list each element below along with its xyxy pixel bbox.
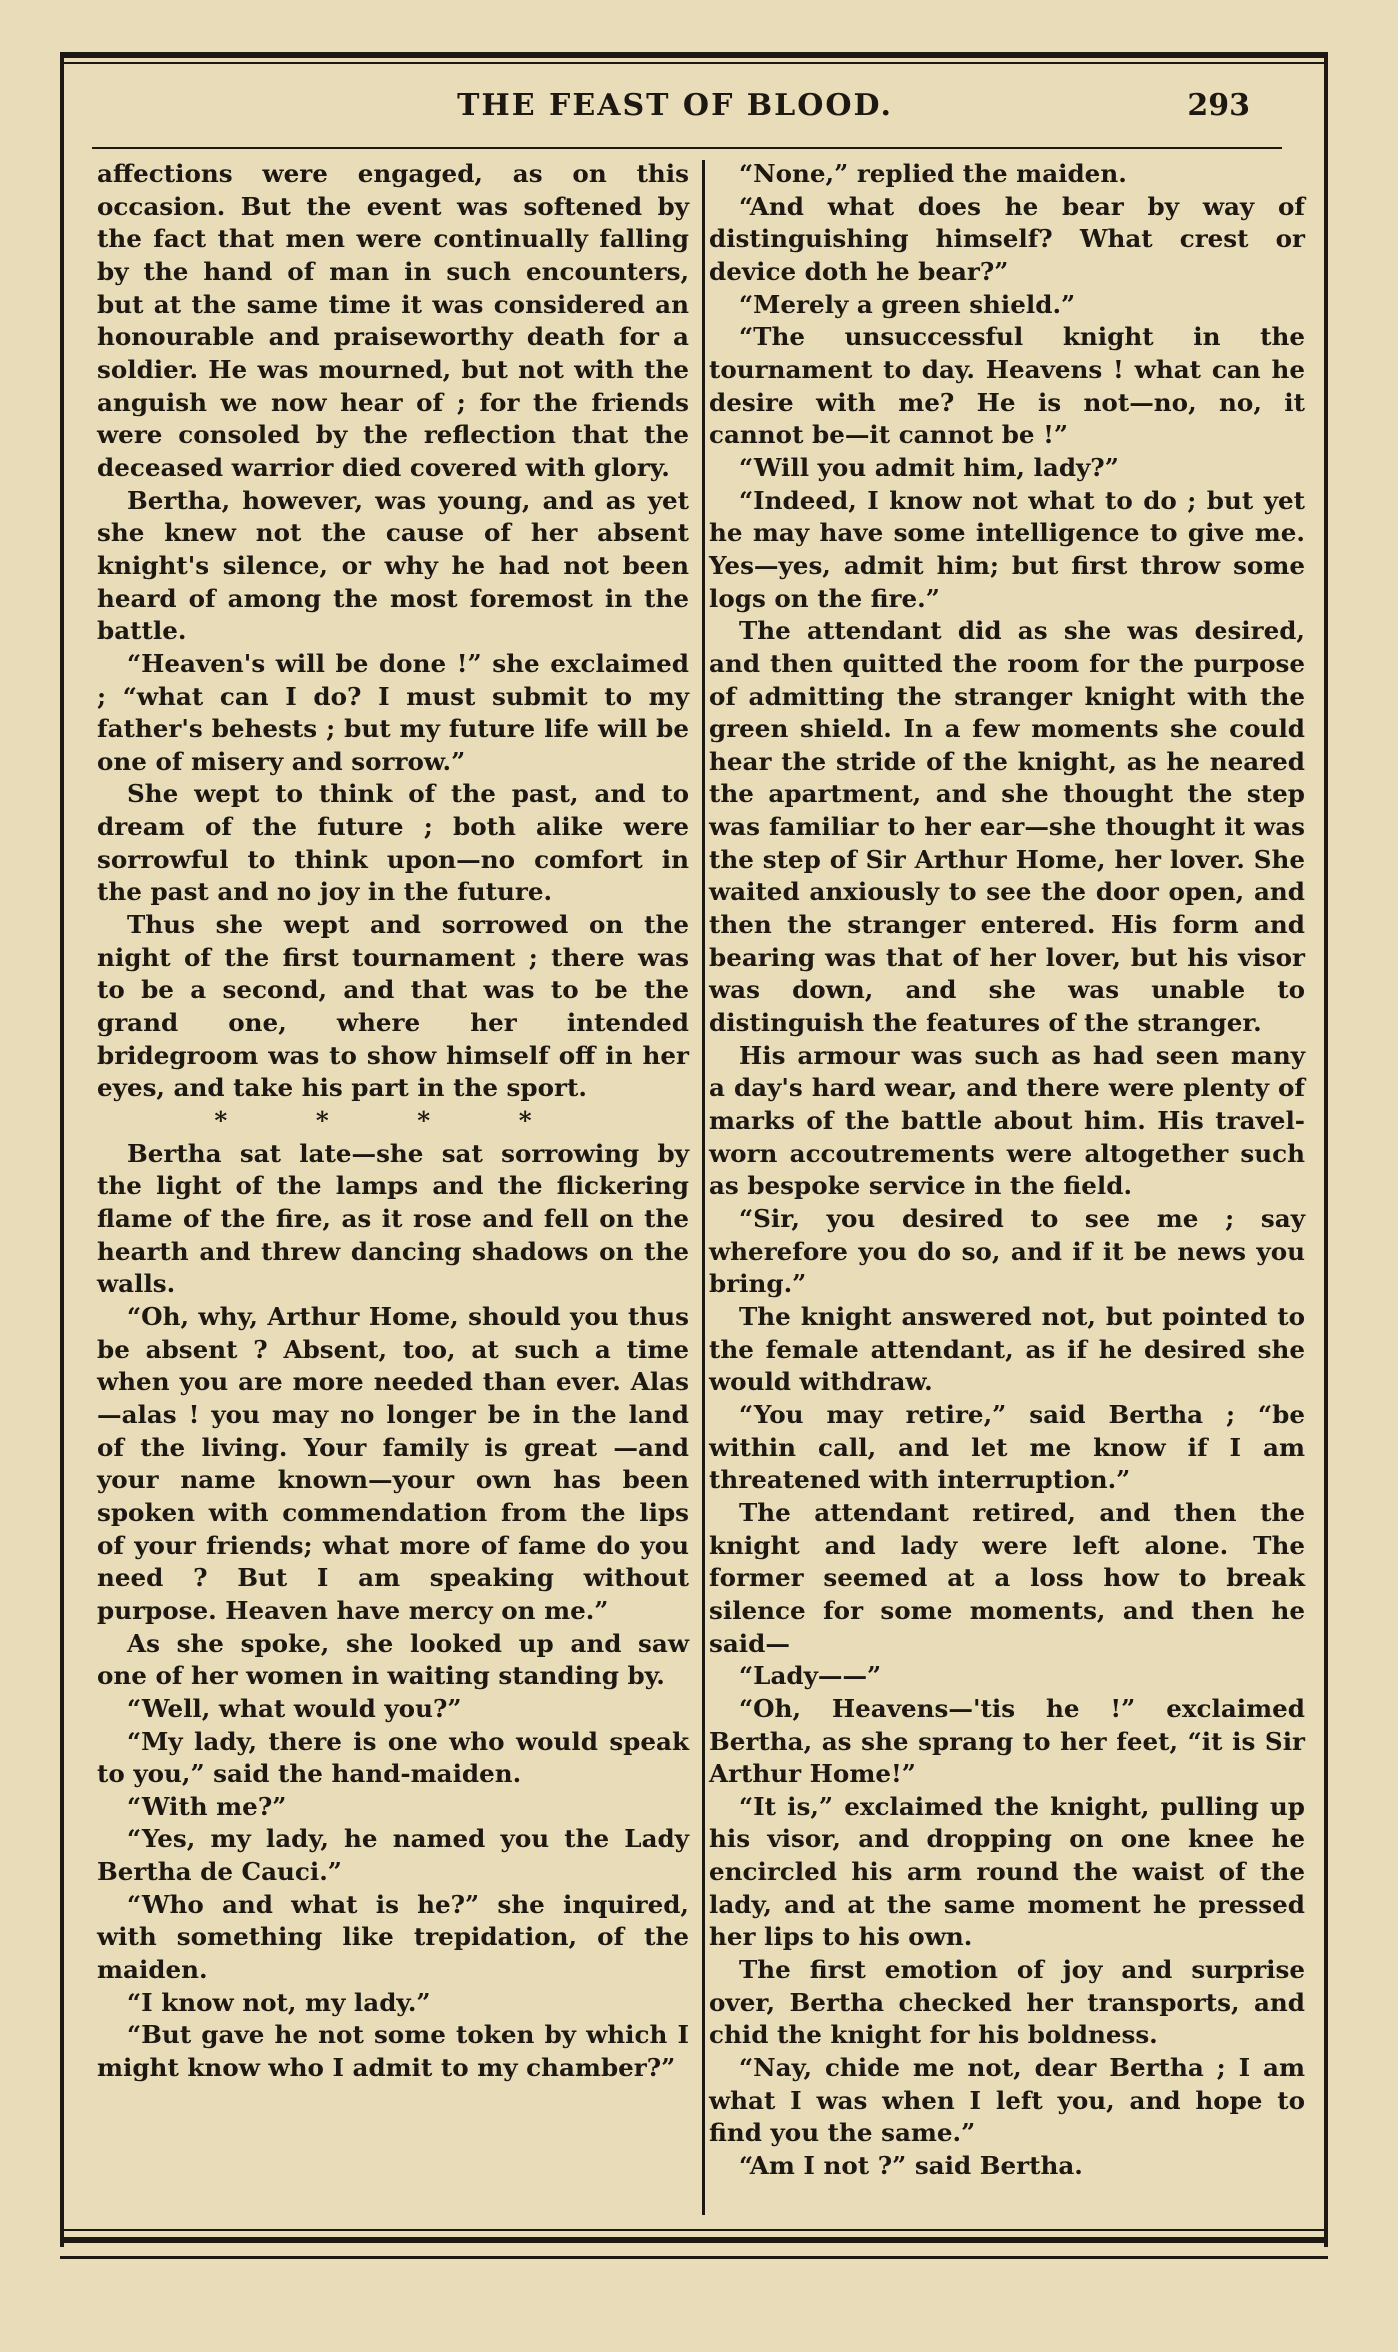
paragraph: “Sir, you desired to see me ; say wherefore you do so, and if it be news you bring.” bbox=[709, 1204, 1305, 1299]
paragraph: “You may retire,” said Bertha ; “be within call, and let me know if I am threatened with interruption.” bbox=[709, 1399, 1305, 1495]
footer-rule bbox=[60, 2256, 1328, 2259]
paragraph: “It is,” exclaimed the knight, pulling up his visor, and dropping on one knee he encircled his arm round the waist of the lady, and at the same moment he pressed her lips to his own. bbox=[709, 1791, 1305, 1952]
header-rule bbox=[92, 147, 1282, 149]
paragraph: Bertha, however, was young, and as yet she knew not the cause of her absent knight's silence, or why he had not been heard of among the most foremost in the battle. bbox=[97, 485, 689, 646]
left-text-column bbox=[97, 158, 689, 2085]
running-title: THE FEAST OF BLOOD. bbox=[457, 88, 893, 123]
paragraph: “I know not, my lady.” bbox=[127, 1987, 431, 2017]
paragraph: Bertha sat late—she sat sorrowing by the light of the lamps and the flickering flame of the fire, as it rose and fell on the hearth and threw dancing shadows on the walls. bbox=[97, 1138, 689, 1299]
right-border-rule bbox=[1324, 52, 1328, 2247]
paragraph: “Am I not ?” said Bertha. bbox=[739, 2151, 1083, 2181]
paragraph: “Yes, my lady, he named you the Lady Bertha de Cauci.” bbox=[97, 1824, 689, 1887]
bottom-border-rule-thin bbox=[60, 2229, 1328, 2231]
paragraph: “With me?” bbox=[127, 1791, 287, 1821]
paragraph: “But gave he not some token by which I might know who I admit to my chamber?” bbox=[97, 2020, 689, 2083]
section-break-asterisks: * * * * bbox=[214, 1106, 572, 1136]
paragraph: “The unsuccessful knight in the tournament to day. Heavens ! what can he desire with me? He is not—no, no, it cannot be—it cannot be !” bbox=[709, 322, 1305, 450]
right-text-column bbox=[709, 158, 1305, 2183]
paragraph: His armour was such as had seen many a day's hard wear, and there were plenty of marks of the battle about him. His travel-worn accoutrements were altogether such as bespoke service in the field. bbox=[709, 1040, 1305, 1201]
left-border-rule bbox=[60, 52, 64, 2247]
paragraph: “And what does he bear by way of distinguishing himself? What crest or device doth he bear?” bbox=[709, 191, 1305, 286]
paragraph: “Oh, why, Arthur Home, should you thus be absent ? Absent, too, at such a time when you are more needed than ever. Alas—alas ! you may no longer be in the land of the living. Your family is great —and your name known—your own has been spoken with commendation from the lips of your friends; what more of fame do you need ? But I am speaking without purpose. Heaven have mercy on me.” bbox=[97, 1301, 689, 1625]
paragraph: “Will you admit him, lady?” bbox=[739, 452, 1119, 482]
paragraph: “None,” replied the maiden. bbox=[739, 159, 1127, 188]
running-header bbox=[80, 88, 1270, 138]
top-border-rule bbox=[60, 52, 1328, 58]
paragraph: “Lady——” bbox=[739, 1661, 882, 1691]
paragraph: “Merely a green shield.” bbox=[739, 289, 1076, 319]
paragraph: As she spoke, she looked up and saw one of her women in waiting standing by. bbox=[97, 1628, 689, 1691]
column-divider bbox=[702, 160, 705, 2215]
paragraph: affections were engaged, as on this occasion. But the event was softened by the fact that men were continually falling by the hand of man in such encounters, but at the same time it was considered an honourable and praiseworthy death for a soldier. He was mourned, but not with the anguish we now hear of ; for the friends were consoled by the reflection that the deceased warrior died covered with glory. bbox=[97, 159, 689, 482]
paragraph: She wept to think of the past, and to dream of the future ; both alike were sorrowful to think upon—no comfort in the past and no joy in the future. bbox=[97, 779, 689, 907]
paragraph: “Nay, chide me not, dear Bertha ; I am what I was when I left you, and hope to find you the same.” bbox=[709, 2053, 1305, 2148]
paragraph: The attendant did as she was desired, and then quitted the room for the purpose of admitting the stranger knight with the green shield. In a few moments she could hear the stride of the knight, as he neared the apartment, and she thought the step was familiar to her ear—she thought it was the step of Sir Arthur Home, her lover. She waited anxiously to see the door open, and then the stranger entered. His form and bearing was that of her lover, but his visor was down, and she was unable to distinguish the features of the stranger. bbox=[709, 616, 1305, 1038]
paragraph: The first emotion of joy and surprise over, Bertha checked her transports, and chid the knight for his boldness. bbox=[709, 1955, 1305, 2050]
paragraph: “Well, what would you?” bbox=[127, 1693, 462, 1723]
page-number: 293 bbox=[1187, 88, 1250, 123]
paragraph: “My lady, there is one who would speak to you,” said the hand-maiden. bbox=[97, 1726, 689, 1789]
paragraph: Thus she wept and sorrowed on the night of the first tournament ; there was to be a second, and that was to be the grand one, where her intended bridegroom was to show himself off in her eyes, and take his part in the sport. bbox=[97, 910, 689, 1103]
bottom-border-rule bbox=[60, 2237, 1328, 2243]
paragraph: The knight answered not, but pointed to the female attendant, as if he desired she would withdraw. bbox=[709, 1301, 1305, 1397]
paragraph: “Who and what is he?” she inquired, with something like trepidation, of the maiden. bbox=[97, 1889, 689, 1985]
paragraph: “Indeed, I know not what to do ; but yet he may have some intelligence to give me. Yes—yes, admit him; but first throw some logs on the fire.” bbox=[709, 485, 1305, 613]
paragraph: “Oh, Heavens—'tis he !” exclaimed Bertha, as she sprang to her feet, “it is Sir Arthur Home!” bbox=[709, 1693, 1305, 1789]
top-border-rule-thin bbox=[60, 62, 1328, 64]
paragraph: “Heaven's will be done !” she exclaimed ; “what can I do? I must submit to my father's behests ; but my future life will be one of misery and sorrow.” bbox=[97, 648, 689, 776]
paragraph: The attendant retired, and then the knight and lady were left alone. The former seemed at a loss how to break silence for some moments, and then he said— bbox=[709, 1497, 1305, 1658]
